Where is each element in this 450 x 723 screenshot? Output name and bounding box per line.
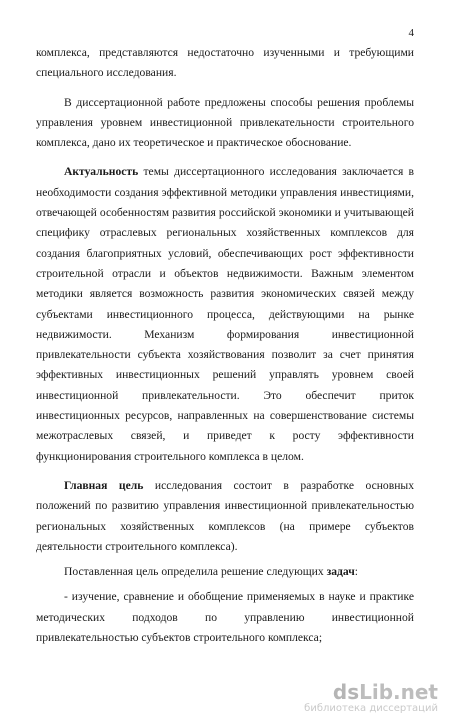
task-line-3: привлекательностью субъектов строительного комплекса; — [36, 631, 323, 645]
tasks-intro-text: Поставленная цель определила решение следующих — [64, 565, 327, 579]
relevance-text: темы диссертационного исследования заключается в необходимости создания эффективной методики управления инвестициями, отвечающей особенностям развития российской экономики и учитывающей специфику отраслевых региональных хозяйственных комплексов для создания благоприятных условий, обеспечивающих рост эффективности строительной отрасли и объектов недвижимости. Важным элементом методики является возможность развития экономических связей между субъектами инвестиционного процесса, действующими на рынке недвижимости. Механизм формирования инвестиционной привлекательности субъекта хозяйствования позволит за счет принятия эффективных инвестиционных решений управлять уровнем своей инвестиционной привлекательности. Это обеспечит приток инвестиционных ресурсов, направленных на совершенствование системы межотраслевых связей, и приведет к росту эффективности функционирования строительного комплекса в целом. — [36, 165, 414, 463]
relevance-heading: Актуальность — [64, 165, 139, 179]
document-body — [36, 43, 414, 648]
paragraph-continuation: комплекса, представляются недостаточно изученными и требующими специального исследования. — [36, 46, 414, 80]
task-line-1: - изучение, сравнение и обобщение применяемых в науке и практике — [64, 590, 414, 604]
paragraph-relevance — [36, 162, 414, 466]
page-number: 4 — [408, 27, 414, 39]
watermark — [304, 681, 438, 715]
task-list-item — [36, 587, 414, 648]
tasks-colon: : — [354, 565, 358, 579]
tasks-word: задач — [326, 565, 355, 579]
task-line-2: методических подходов по управлению инвестиционной — [36, 610, 414, 624]
paragraph-tasks-intro — [36, 562, 414, 582]
paragraph-main-goal — [36, 476, 414, 557]
main-goal-heading: Главная цель — [64, 478, 144, 492]
main-goal-text: исследования состоит в разработке основных положений по развитию управления инвестиционной привлекательностью региональных хозяйственных комплексов (на примере субъектов деятельности строительного комплекса). — [36, 478, 414, 553]
watermark-logo: dsLib.net — [332, 680, 438, 704]
watermark-subtitle: библиотека диссертаций — [304, 703, 438, 714]
paragraph-methods: В диссертационной работе предложены способы решения проблемы управления уровнем инвестиционной привлекательности строительного комплекса, дано их теоретическое и практическое обоснование. — [36, 95, 414, 150]
